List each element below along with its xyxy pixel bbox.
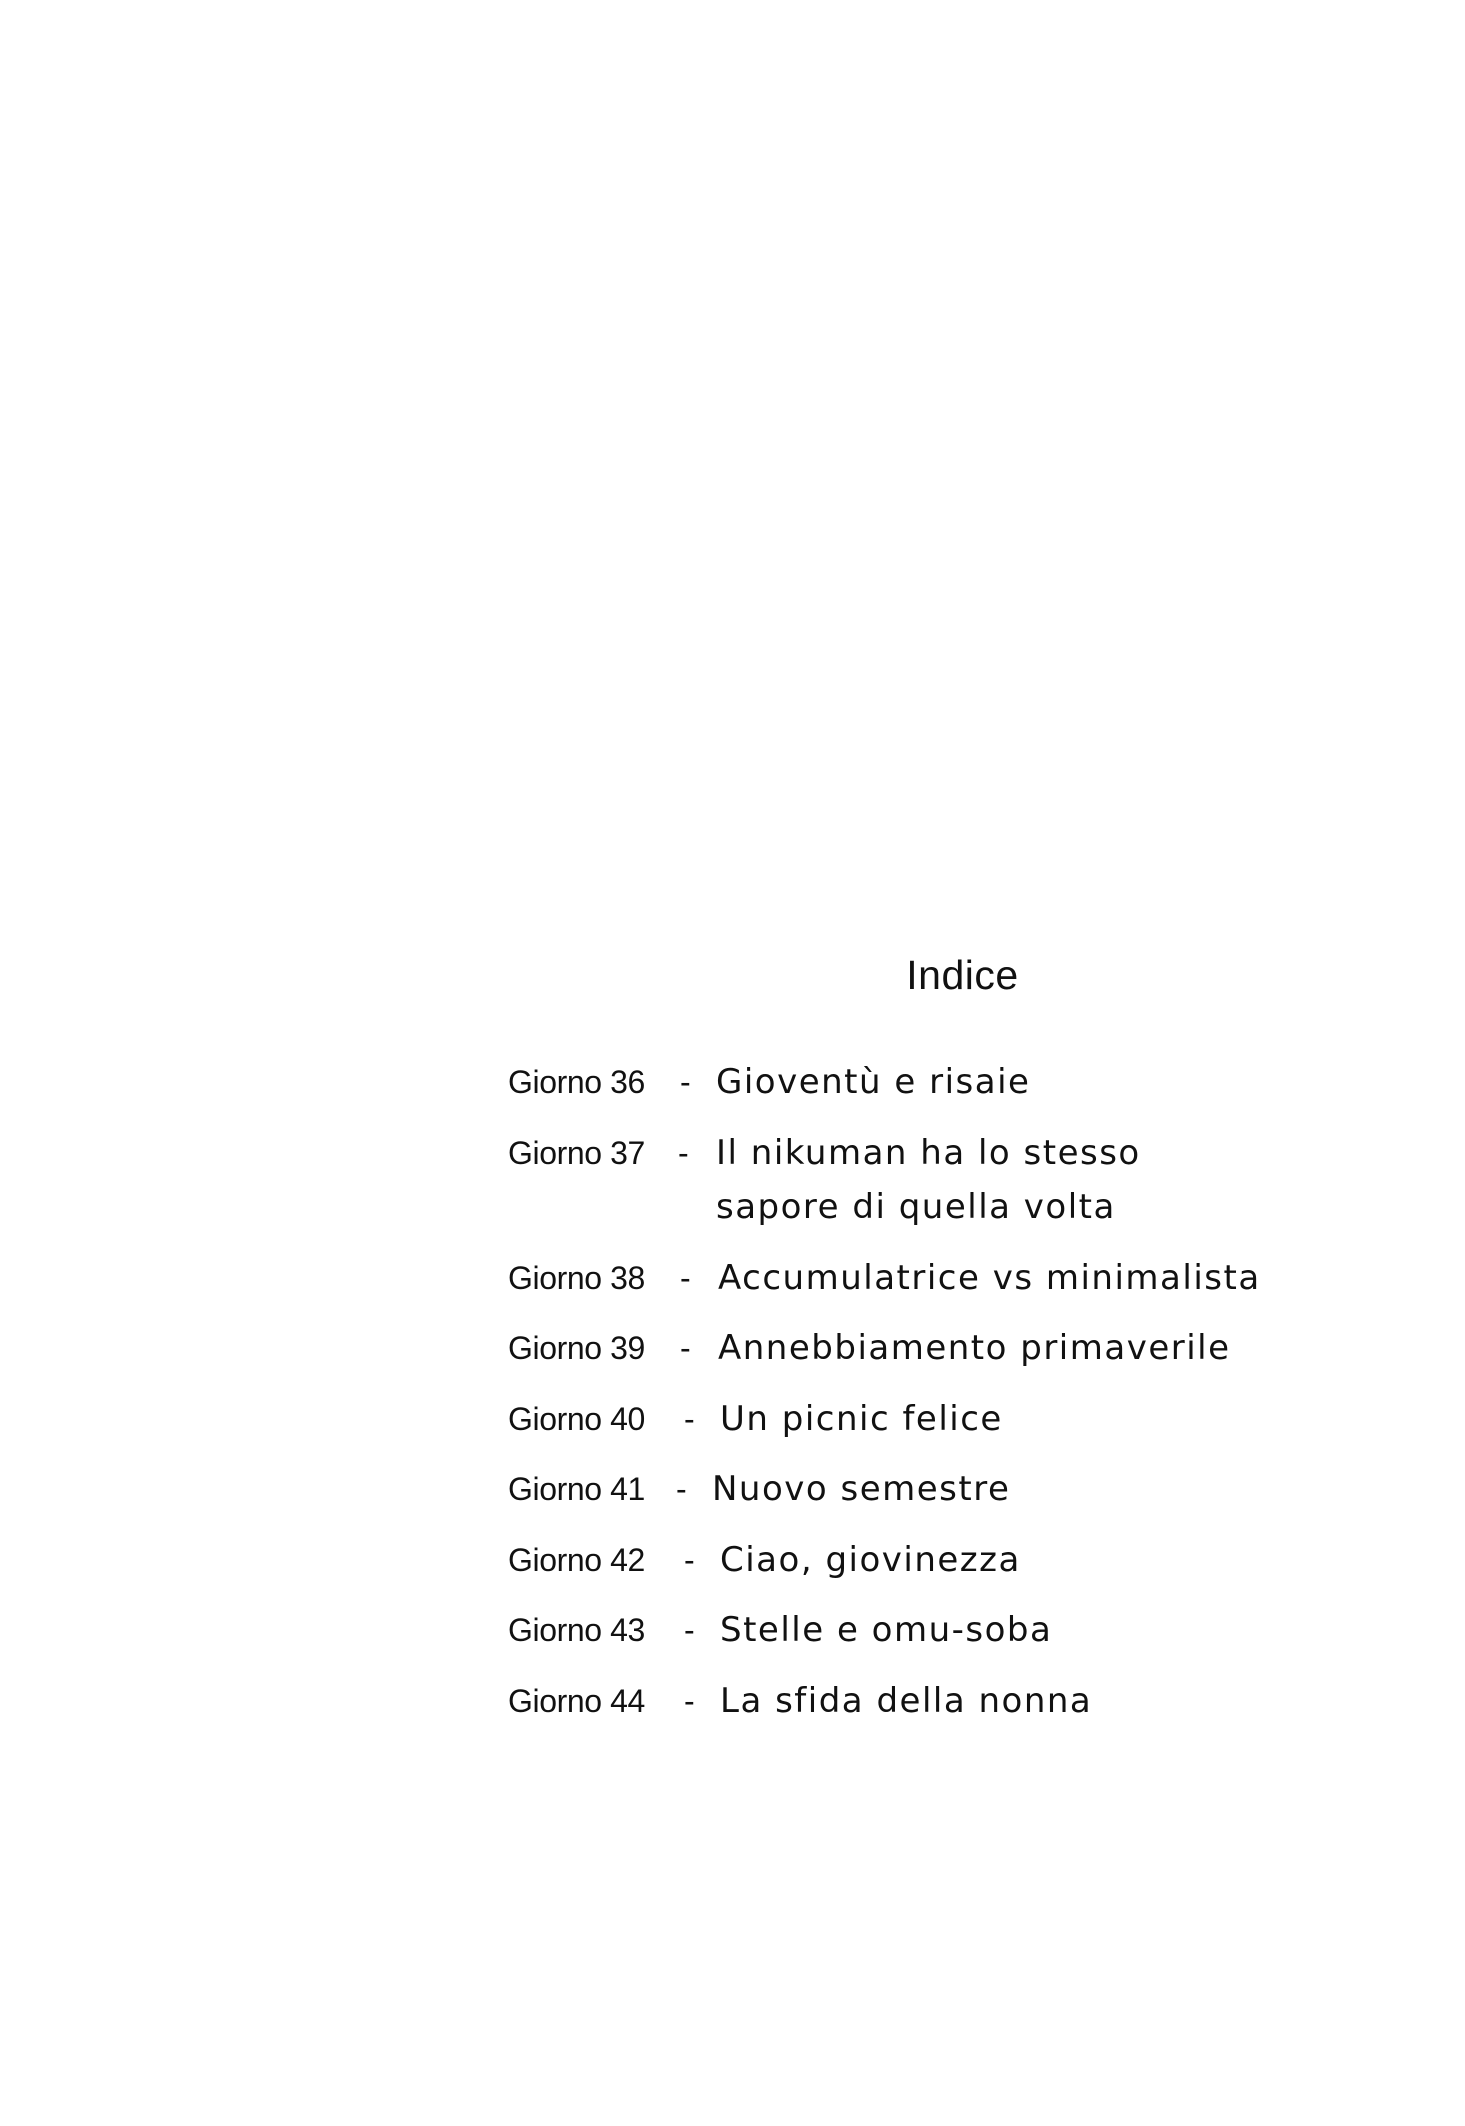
toc-day-label: Giorno 39: [508, 1330, 645, 1366]
toc-chapter-title: Il nikuman ha lo stesso sapore di quella volta: [716, 1133, 1141, 1227]
toc-day-label: Giorno 40: [508, 1401, 645, 1437]
toc-chapter-title: Stelle e omu-soba: [720, 1610, 1053, 1650]
toc-entry: [508, 1397, 1408, 1457]
toc-day-label: Giorno 41: [508, 1471, 645, 1507]
toc-chapter-title-continued: sapore di quella volta: [716, 1187, 1116, 1227]
toc-dash: -: [684, 1542, 695, 1578]
toc-day-label: Giorno 38: [508, 1260, 645, 1296]
toc-day-label: Giorno 44: [508, 1683, 645, 1719]
toc-entry: [508, 1256, 1408, 1316]
toc-entry: [508, 1131, 1408, 1241]
toc-chapter-title: Un picnic felice: [720, 1399, 1003, 1439]
toc-chapter-title: Nuovo semestre: [712, 1469, 1011, 1509]
toc-day-label: Giorno 37: [508, 1135, 645, 1171]
toc-dash: -: [684, 1401, 695, 1437]
toc-dash: -: [676, 1471, 687, 1507]
toc-entry: [508, 1679, 1408, 1739]
toc-dash: -: [680, 1330, 691, 1366]
toc-chapter-title: Accumulatrice vs minimalista: [718, 1258, 1261, 1298]
toc-entry: [508, 1608, 1408, 1668]
toc-dash: -: [684, 1612, 695, 1648]
toc-chapter-title: Annebbiamento primaverile: [718, 1328, 1231, 1368]
toc-chapter-title: Gioventù e risaie: [716, 1062, 1031, 1102]
toc-dash: -: [680, 1260, 691, 1296]
toc-title: Indice: [906, 952, 1019, 998]
toc-dash: -: [678, 1135, 689, 1171]
toc-day-label: Giorno 42: [508, 1542, 645, 1578]
toc-chapter-title: La sfida della nonna: [720, 1681, 1093, 1721]
toc-entry: [508, 1467, 1408, 1527]
toc-day-label: Giorno 43: [508, 1612, 645, 1648]
toc-entry: [508, 1060, 1408, 1120]
toc-chapter-title: Ciao, giovinezza: [720, 1540, 1021, 1580]
toc-entry: [508, 1538, 1408, 1598]
toc-dash: -: [684, 1683, 695, 1719]
toc-day-label: Giorno 36: [508, 1064, 645, 1100]
toc-entry: [508, 1326, 1408, 1386]
toc-dash: -: [680, 1064, 691, 1100]
